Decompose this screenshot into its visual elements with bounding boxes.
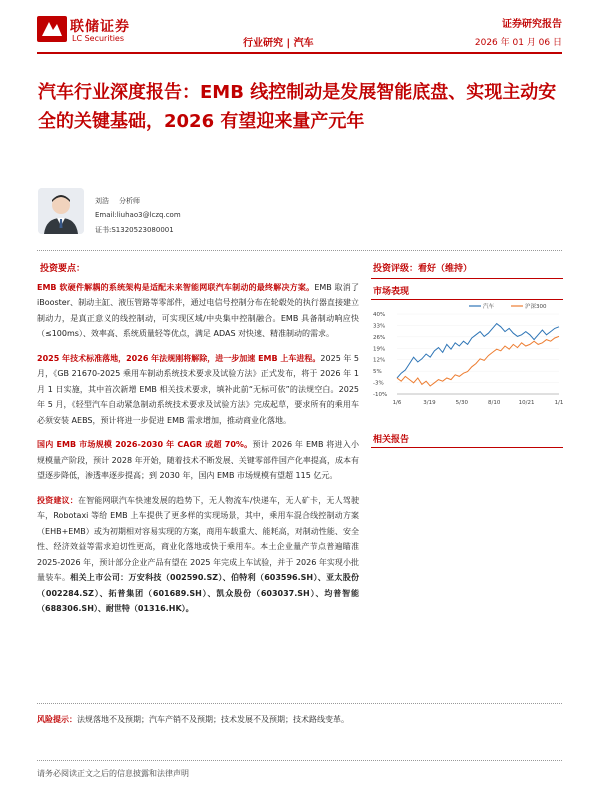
related-companies-label: 相关上市公司：: [70, 573, 129, 582]
doc-type: 证券研究报告: [502, 19, 562, 30]
divider-top: [37, 250, 562, 251]
paragraph-body: 在智能网联汽车快速发展的趋势下，无人物流车/快递车，无人矿卡，无人驾驶车，Robotaxi 等给 EMB 上车提供了更多样的实现场景，其中，乘用车混合线控制动方案（EHB+EMB）或为初期相对容易实现的方案，商用车载重大、能耗高，对制动性能、安全性、经济效益等需求迫切性更高，商业化落地或快于乘用车。本土企业量产节点普遍瞄准 2025-2026 年，预计部分企业产品有望在 2025 年完成上车试验，并于 2026 年实现小批量装车。: [37, 495, 359, 582]
x-tick-label: 1/6: [392, 400, 402, 406]
section-title: 投资要点：: [40, 264, 86, 274]
x-tick-label: 8/10: [488, 400, 501, 406]
report-section: 行业研究 | 汽车: [243, 38, 314, 49]
report-date: 2026 年 01 月 06 日: [474, 38, 562, 48]
paragraph-lead: EMB 软硬件解耦的系统架构是适配未来智能网联汽车制动的最终解决方案。: [37, 282, 315, 292]
paragraph-investment-advice: [37, 493, 359, 617]
market-performance-title: 市场表现: [371, 282, 563, 300]
x-tick-label: 10/21: [518, 400, 535, 406]
paragraph-body: 2025 年 5 月，《GB 21670-2025 乘用车制动系统技术要求及试验方法》正式发布，将于 2026 年 1 月 1 日实施，其中首次新增 EMB 相关技术要求，填补此前“无标可依”的法规空白。2025 年 5 月，《轻型汽车自动紧急制动系统技术要求及试验方法》完成起草，要求所有的乘用车必须安装 AEBS，预计将进一步促进 EMB 需求增加，推动商业化落地。: [37, 353, 359, 425]
y-tick-label: 12%: [373, 357, 386, 364]
paragraph-lead: 国内 EMB 市场规模 2026-2030 年 CAGR 或超 70%。: [37, 440, 253, 449]
y-tick-label: 19%: [373, 346, 386, 353]
legend-label: 沪深300: [525, 304, 547, 310]
risk-text: 法规落地不及预期；汽车产销不及预期；技术发展不及预期；技术路线变革。: [77, 715, 349, 724]
footer-disclaimer: 请务必阅读正文之后的信息披露和法律声明: [37, 769, 189, 778]
y-tick-label: -10%: [373, 392, 388, 398]
paragraph-standards: [37, 351, 359, 429]
related-reports-title: 相关报告: [371, 430, 563, 448]
header-divider: [37, 52, 562, 54]
page-title: 汽车行业深度报告：EMB 线控制动是发展智能底盘、实现主动安全的关键基础，2026 有望迎来量产元年: [38, 82, 557, 132]
y-tick-label: 5%: [373, 369, 382, 376]
related-companies: 万安科技（002590.SZ）、伯特利（603596.SH）、亚太股份（002284.SZ）、拓普集团（601689.SH）、凯众股份（603037.SH）、均普智能（688306.SH）、耐世特（01316.HK）。: [37, 573, 360, 613]
risk-warning: [37, 712, 367, 728]
divider-footer: [37, 760, 562, 761]
brand-name: 联储证券: [70, 19, 130, 35]
series-line-hs300: [397, 336, 559, 386]
paragraph-body: 预计 2026 年 EMB 将进入小规模量产阶段，预计 2028 年开始，随着技术不断发展、关键零部件国产化率提高，成本有望逐步降低，渗透率逐步提高；到 2030 年，国内 EMB 市场规模有望超 115 亿元。: [37, 440, 360, 480]
person-icon: [38, 188, 84, 234]
y-tick-label: 26%: [373, 334, 386, 341]
lc-securities-logo-icon: [37, 16, 67, 42]
analyst-license: 证书:S1320523080001: [95, 226, 174, 234]
analyst-email[interactable]: Email:liuhao3@lczq.com: [95, 211, 181, 219]
line-chart: [371, 300, 563, 410]
paragraph-market-size: [37, 437, 359, 484]
legend-label: 汽车: [483, 304, 495, 310]
analyst-avatar: [38, 188, 84, 234]
y-tick-label: 40%: [373, 312, 386, 318]
divider-risk: [37, 703, 562, 704]
paragraph-body: EMB 取消了 iBooster、制动主缸、液压管路等零部件，通过电信号控制分布在轮毂处的执行器直接建立制动力，是真正意义的线控制动，可实现区域/中央集中控制融合。EMB 具备制动响应快（≤100ms）、效率高、系统质量轻等优点，满足 ADAS 对快速、精准制动的需求。: [37, 282, 359, 338]
analyst-name: 刘浩: [95, 197, 109, 205]
investment-rating: 投资评级：看好（维持）: [371, 259, 563, 279]
x-tick-label: 1/1: [554, 400, 563, 406]
y-tick-label: 33%: [373, 323, 386, 330]
brand-name-en: LC Securities: [72, 34, 125, 43]
paragraph-emb-architecture: [37, 280, 359, 342]
y-tick-label: -3%: [373, 380, 384, 387]
analyst-line: [95, 196, 150, 206]
investment-highlights: [37, 262, 359, 626]
series-line-auto: [397, 324, 559, 378]
paragraph-lead: 2025 年技术标准落地，2026 年法规刚将解除，进一步加速 EMB 上车进程。: [37, 353, 321, 363]
analyst-role: 分析师: [119, 197, 140, 205]
paragraph-lead: 投资建议：: [37, 495, 78, 505]
market-performance-chart: [371, 300, 563, 410]
x-tick-label: 5/30: [455, 400, 468, 406]
x-tick-label: 3/19: [423, 400, 436, 406]
risk-label: 风险提示：: [37, 715, 77, 724]
